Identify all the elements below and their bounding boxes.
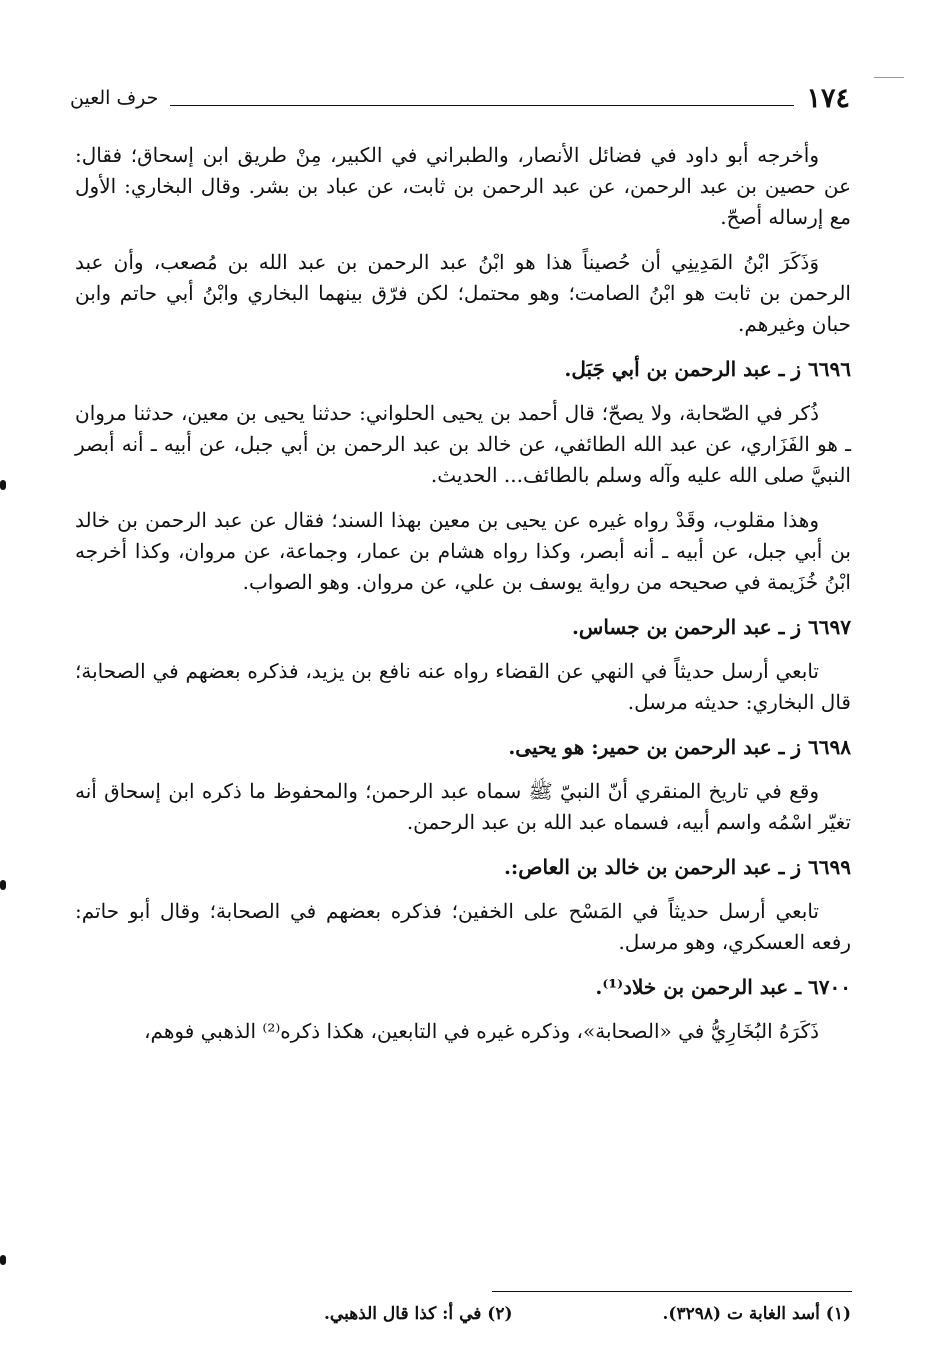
entry-heading: ٦٦٩٨ ز ـ عبد الرحمن بن حمير: هو يحيى. [508,735,851,759]
scan-mark [0,1255,6,1265]
scan-mark [0,880,6,890]
footnote: (١) أسد الغابة ت (٣٢٩٨). [662,1304,851,1324]
paragraph: ذُكر في الصّحابة، ولا يصحّ؛ قال أحمد بن يحيى الحلواني: حدثنا يحيى بن معين، حدثنا مروان ـ هو الفَزَاري، عن عبد الله الطائفي، عن خالد بن عبد الرحمن بن أبي جبل، عن أبيه ـ أنه أبصر النبيَّ صلى الله عليه وآله وسلم بالطائف... الحديث. [75,401,851,487]
paragraph: وقع في تاريخ المنقري أنّ النبيّ ﷺ سماه عبد الرحمن؛ والمحفوظ ما ذكره ابن إسحاق أنه تغيّر اسْمُه واسم أبيه، فسماه عبد الله بن عبد الرحمن. [75,779,851,834]
entry-heading: ٦٧٠٠ ـ عبد الرحمن بن خلاد⁽¹⁾. [595,975,851,999]
scan-edge-line [874,77,904,78]
scan-mark [0,480,6,490]
footnote: (٢) في أ: كذا قال الذهبي. [323,1304,513,1324]
page-body [75,140,851,1061]
entry-heading: ٦٦٩٩ ز ـ عبد الرحمن بن خالد بن العاص:. [503,855,851,879]
page-header [70,80,850,116]
paragraph: ذَكَرَهُ البُخَارِيُّ في «الصحابة»، وذكره غيره في التابعين، هكذا ذكره⁽²⁾ الذهبي فوهم، [144,1019,819,1043]
paragraph: وَذَكَرَ ابْنُ المَدِينِي أن حُصيناً هذا هو ابْنُ عبد الرحمن بن عبد الله بن مُصعب، وأن عبد الرحمن بن ثابت هو ابْنُ الصامت؛ وهو محتمل؛ لكن فرّق بينهما البخاري وابْنُ أبي حاتم وابن حبان وغيرهم. [75,250,851,336]
entry-heading: ٦٦٩٧ ز ـ عبد الرحمن بن جساس. [571,615,851,639]
paragraph: وأخرجه أبو داود في فضائل الأنصار، والطبراني في الكبير، مِنْ طريق ابن إسحاق؛ فقال: عن حصين بن عبد الرحمن، عن عبد الرحمن بن ثابت، عن عباد بن بشر. وقال البخاري: الأول مع إرساله أصحّ. [75,143,851,229]
paragraph: تابعي أرسل حديثاً في النهي عن القضاء رواه عنه نافع بن يزيد، فذكره بعضهم في الصحابة؛ قال البخاري: حديثه مرسل. [75,659,851,714]
running-title: حرف العين [70,87,159,109]
entry-heading: ٦٦٩٦ ز ـ عبد الرحمن بن أبي جَبَل. [564,357,851,381]
paragraph: تابعي أرسل حديثاً في المَسْح على الخفين؛ فذكره بعضهم في الصحابة؛ وقال أبو حاتم: رفعه العسكري، وهو مرسل. [75,899,851,954]
page-number: ١٧٤ [806,82,850,114]
header-rule [170,91,794,106]
footnotes [75,1304,851,1324]
footnote-rule [492,1291,852,1292]
paragraph: وهذا مقلوب، وقَدْ رواه غيره عن يحيى بن معين بهذا السند؛ فقال عن عبد الرحمن بن خالد بن أبي جبل، عن أبيه ـ أنه أبصر، وكذا رواه هشام بن عمار، وجماعة، عن مروان، وكذا أخرجه ابْنُ خُزَيمة في صحيحه من رواية يوسف بن علي، عن مروان. وهو الصواب. [75,508,851,594]
